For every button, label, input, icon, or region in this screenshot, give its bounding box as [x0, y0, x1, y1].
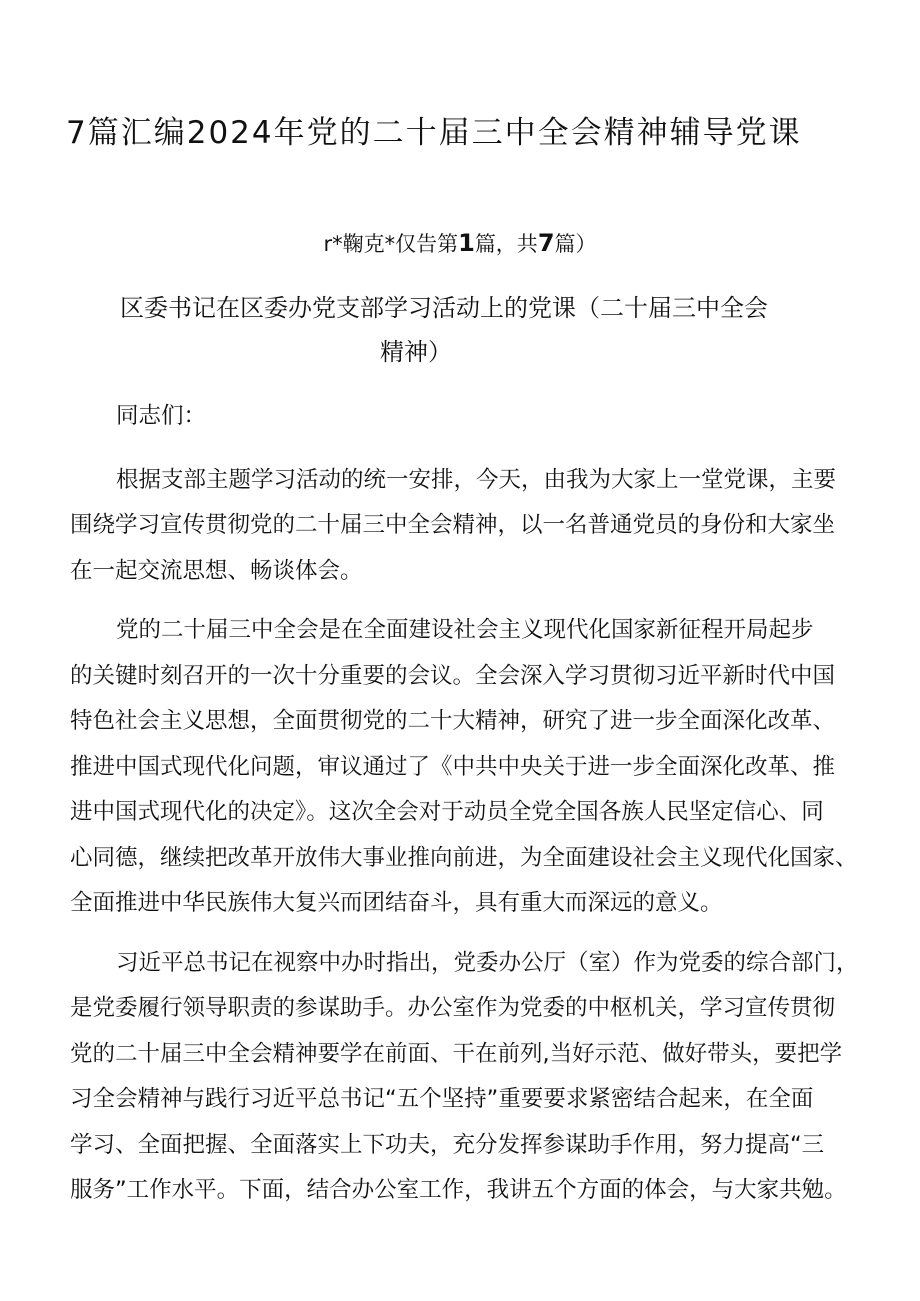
part-label-prefix: r*鞠克*仅告第	[323, 232, 459, 256]
paragraph-line: 进中国式现代化的决定》。这次全会对于动员全党全国各族人民坚定信心、同	[70, 799, 824, 825]
paragraph-line: 服务”工作水平。下面，结合办公室工作，我讲五个方面的体会，与大家共勉。	[70, 1177, 847, 1203]
paragraph	[70, 941, 860, 1214]
paragraph-line: 根据支部主题学习活动的统一安排，今天，由我为大家上一堂党课，主要	[116, 466, 837, 493]
paragraph-line: 在一起交流思想、畅谈体会。	[70, 557, 363, 584]
part-label-middle: 篇，共	[474, 232, 538, 256]
paragraph-line: 习全会精神与践行习近平总书记“五个坚持”重要要求紧密结合起来，在全面	[70, 1086, 814, 1112]
paragraph-line: 心同德，继续把改革开放伟大事业推向前进，为全面建设社会主义现代化国家、	[70, 844, 858, 871]
greeting: 同志们：	[116, 403, 207, 429]
document-body	[70, 394, 860, 1228]
section-title-line: 区委书记在区委办党支部学习活动上的党课（二十届三中全会	[120, 294, 768, 322]
part-label-suffix: 篇）	[554, 232, 597, 256]
part-label	[0, 228, 920, 259]
paragraph-line: 党的二十届三中全会精神要学在前面、干在前列,当好示范、做好带头，要把学	[70, 1040, 843, 1067]
paragraph-line: 党的二十届三中全会是在全面建设社会主义现代化国家新征程开局起步	[116, 617, 814, 643]
paragraph-line: 围绕学习宣传贯彻党的二十届三中全会精神，以一名普通党员的身份和大家坐	[70, 512, 836, 538]
paragraph-line: 推进中国式现代化问题，审议通过了《中共中央关于进一步全面深化改革、推	[70, 753, 836, 780]
section-title	[120, 286, 850, 374]
document-title: 7篇汇编2024年党的二十届三中全会精神辅导党课	[66, 115, 802, 151]
paragraph	[70, 458, 860, 595]
paragraph-line: 特色社会主义思想，全面贯彻党的二十大精神，研究了进一步全面深化改革、	[70, 708, 836, 734]
section-title-line: 精神）	[380, 338, 452, 366]
paragraph-line: 的关键时刻召开的一次十分重要的会议。全会深入学习贯彻习近平新时代中国	[70, 662, 836, 689]
paragraph-line: 全面推进中华民族伟大复兴而团结奋斗，具有重大而深远的意义。	[70, 890, 723, 916]
part-number: 1	[458, 229, 475, 257]
paragraph	[70, 608, 860, 927]
paragraph-line: 习近平总书记在视察中办时指出，党委办公厅（室）作为党委的综合部门，	[116, 949, 859, 976]
paragraph-line: 是党委履行领导职责的参谋助手。办公室作为党委的中枢机关，学习宣传贯彻	[70, 995, 836, 1021]
part-total: 7	[537, 229, 555, 257]
paragraph-line: 学习、全面把握、全面落实上下功夫，充分发挥参谋助手作用，努力提高“三	[70, 1131, 825, 1158]
